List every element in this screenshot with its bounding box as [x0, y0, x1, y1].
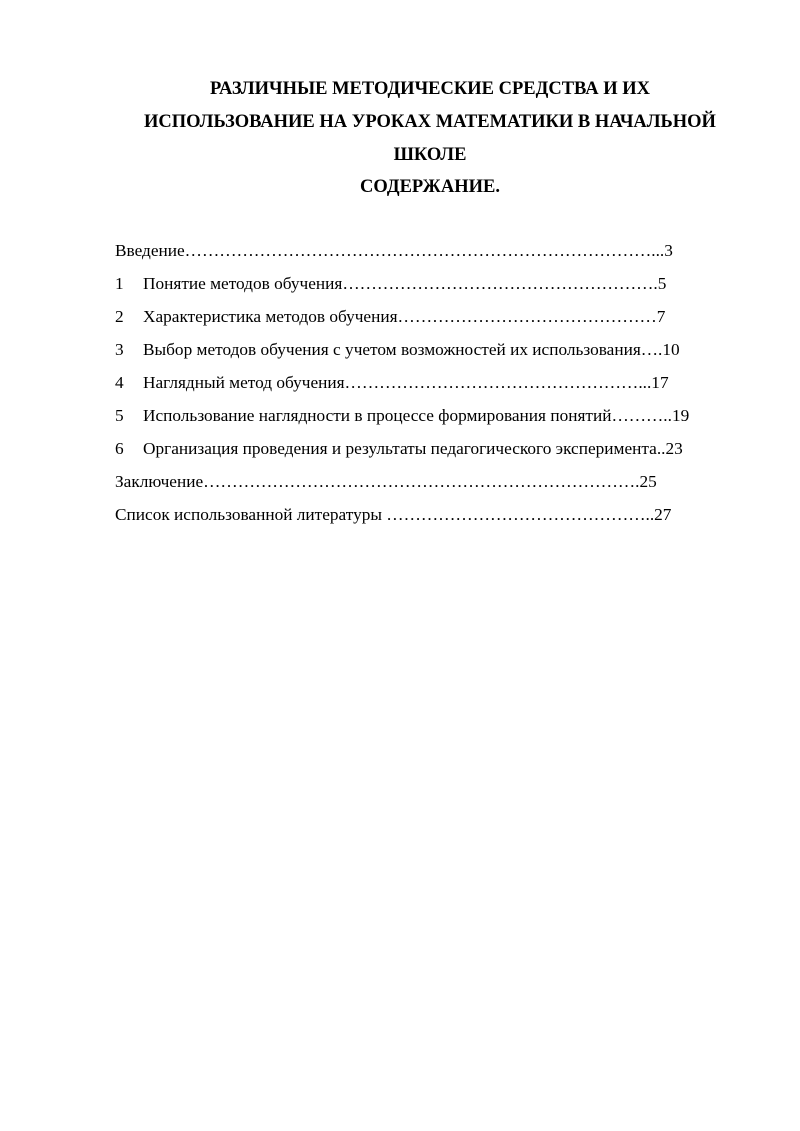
- title-line-2: ИСПОЛЬЗОВАНИЕ НА УРОКАХ МАТЕМАТИКИ В НАЧАЛЬНОЙ: [144, 112, 716, 132]
- toc-entry-conclusion: [115, 465, 755, 498]
- toc-entry-text: Выбор методов обучения с учетом возможностей их использования….10: [143, 340, 680, 359]
- toc-entry-4: [115, 366, 755, 399]
- toc-entry-number: 5: [115, 406, 124, 425]
- toc-entry-text: Характеристика методов обучения………………………………………7: [143, 307, 666, 326]
- toc-entry-3: [115, 333, 755, 366]
- title-line-3: ШКОЛЕ: [393, 145, 467, 165]
- toc-entry-2: [115, 300, 755, 333]
- toc-entry-text: Понятие методов обучения……………………………………………….5: [143, 274, 667, 293]
- toc-entry-text: Список использованной литературы ………………………………………..27: [115, 505, 672, 524]
- toc-entry-number: 2: [115, 307, 124, 326]
- toc-entry-number: 6: [115, 439, 124, 458]
- toc-entry-1: [115, 267, 755, 300]
- toc-entry-text: Организация проведения и результаты педагогического эксперимента..23: [143, 439, 683, 458]
- document-title: [0, 73, 800, 172]
- toc-entry-text: Заключение………………………………………………………………….25: [115, 472, 657, 491]
- toc-entry-5: [115, 399, 755, 432]
- toc-entry-text: Введение………………………………………………………………………...3: [115, 241, 673, 260]
- toc-entry-6: [115, 432, 755, 465]
- toc-entry-text: Наглядный метод обучения……………………………………………...17: [143, 373, 669, 392]
- title-line-1: РАЗЛИЧНЫЕ МЕТОДИЧЕСКИЕ СРЕДСТВА И ИХ: [210, 79, 650, 99]
- toc-entry-number: 4: [115, 373, 124, 392]
- toc-entry-bibliography: [115, 498, 755, 531]
- contents-heading: СОДЕРЖАНИЕ.: [360, 177, 500, 197]
- toc-entry-number: 3: [115, 340, 124, 359]
- toc-entry-number: 1: [115, 274, 124, 293]
- toc-entry-introduction: [115, 234, 755, 267]
- table-of-contents: [115, 234, 755, 531]
- toc-entry-text: Использование наглядности в процессе формирования понятий………..19: [143, 406, 690, 425]
